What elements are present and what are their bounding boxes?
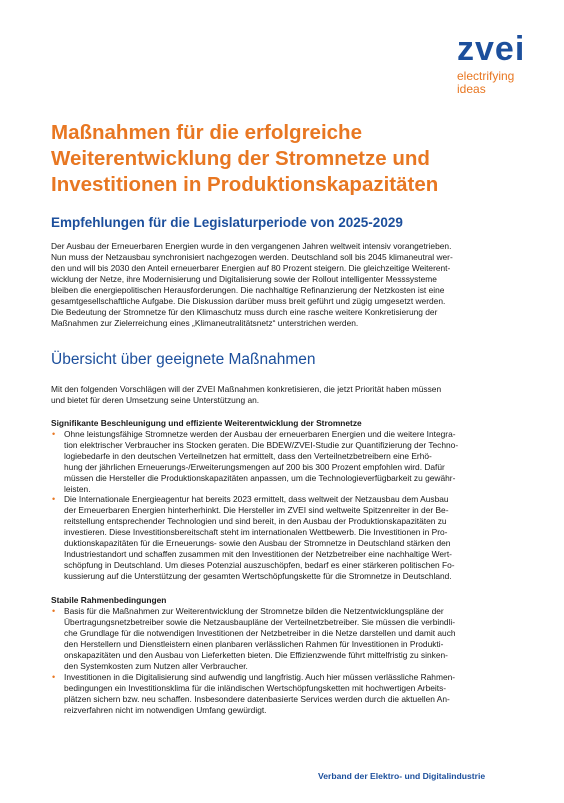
document-title [51,120,521,198]
bullet-line: plätzen sichern bzw. neu schaffen. Insbesondere datenbasierte Services werden durch die aktuellen An- [64,694,450,704]
bullet-line: investieren. Diese Investitionsbereitschaft steht im internationalen Wettbewerb. Die Investitionen in Pro- [64,527,448,537]
bullet-line: Ohne leistungsfähige Stromnetze werden der Ausbau der erneuerbaren Energien und die weitere Integra- [64,429,456,439]
bullet-line: tion elektrischer Verbraucher ins Stocken geraten. Die BDEW/ZVEI-Studie zur Quantifizierung der Techno- [64,440,459,450]
intro-line: Maßnahmen zur Zielerreichung eines „Klimaneutralitätsnetz“ unterstrichen werden. [51,318,359,328]
bullet-line: müssen die Hersteller die Produktionskapazitäten anpassen, um die Technologieverfügbarkeit zu gewähr- [64,473,456,483]
intro-line: Der Ausbau der Erneuerbaren Energien wurde in den vergangenen Jahren weltweit intensiv vorangetrieben. [51,241,452,251]
bullet-line: logiebedarfe in den deutschen Verteilnetzen hat ermittelt, dass den Verteilnetzbetreibern eine Erhö- [64,451,432,461]
bullet-line: che Grundlage für die notwendigen Investitionen der Netzbetreiber in die Netze darstellen und damit auch [64,628,456,638]
bullet-line: duktionskapazitäten für die Erneuerungs- sowie den Ausbau der Stromnetze in Deutschland stärken den [64,538,451,548]
logo-wordmark: zvei [457,30,526,68]
bullet-item [51,606,521,672]
bullet-icon: • [52,494,56,504]
overview-paragraph [51,384,521,406]
bullet-line: Industriestandort und schaffen zusammen mit den Investitionen der Netzbetreiber eine nachhaltige Wert- [64,549,452,559]
intro-line: Die Bedeutung der Stromnetze für den Klimaschutz muss durch eine rasche weitere Konkretisierung der [51,307,438,317]
title-line: Weiterentwicklung der Stromnetze und [51,147,430,170]
bullet-line: der Erneuerbaren Energien hinterherhinkt. Die Hersteller im ZVEI sind weltweite Spitzenreiter in der Be- [64,505,449,515]
overview-line: Mit den folgenden Vorschlägen will der ZVEI Maßnahmen konkretisieren, die jetzt Priorität haben müssen [51,384,442,394]
zvei-logo [457,32,537,96]
bullet-line: Investitionen in die Digitalisierung sind aufwendig und langfristig. Auch hier müssen verlässliche Rahmen- [64,672,456,682]
title-line: Maßnahmen für die erfolgreiche [51,121,362,144]
section-heading-grid-acceleration: Signifikante Beschleunigung und effiziente Weiterentwicklung der Stromnetze [51,418,362,428]
bullet-line: den Herstellern und Dienstleistern einen planbaren verlässlichen Rahmen für Investitionen in Produkti- [64,639,444,649]
logo-tagline-line-2: ideas [457,82,486,96]
bullet-line: reitstellung entsprechender Technologien und sind bereit, in den Ausbau der Produktionskapazitäten zu [64,516,447,526]
bullet-line: Übertragungsnetzbetreiber sowie die Netzausbaupläne der Verteilnetzbetreiber. Sie müssen die verbindli- [64,617,456,627]
bullet-line: bedingungen ein Investitionsklima für die inländischen Wertschöpfungsketten mit hochwertigen Arbeits- [64,683,447,693]
intro-line: wicklung der Netze, ihre Modernisierung und Digitalisierung sowie der Rollout intelligenter Messsysteme [51,274,437,284]
overview-heading: Übersicht über geeignete Maßnahmen [51,351,316,368]
logo-tagline-line-1: electrifying [457,69,515,83]
bullet-line: kussierung auf die Unterstützung der gesamten Wertschöpfungskette für die Stromnetze in Deutschland. [64,571,452,581]
bullet-icon: • [52,672,56,682]
footer-association-name: Verband der Elektro- und Digitalindustrie [318,771,486,781]
bullet-item [51,494,521,582]
bullet-line: den Systemkosten zum Nutzen aller Verbraucher. [64,661,248,671]
bullet-line: hung der jährlichen Erneuerungs-/Erweiterungsmengen auf 200 bis 300 Prozent empfohlen wird. Dafür [64,462,445,472]
bullet-icon: • [52,606,56,616]
intro-line: den und will bis 2030 den Anteil erneuerbarer Energien auf 80 Prozent steigern. Die gleichzeitige Weiterent- [51,263,451,273]
bullet-icon: • [52,429,56,439]
bullet-line: onskapazitäten und den Ausbau von Lieferketten bieten. Die Effizienzwende führt mittelfristig zu sinken- [64,650,448,660]
document-subtitle: Empfehlungen für die Legislaturperiode von 2025-2029 [51,215,403,230]
title-line: Investitionen in Produktionskapazitäten [51,173,439,196]
section-heading-stable-framework: Stabile Rahmenbedingungen [51,595,167,605]
bullet-line: Die Internationale Energieagentur hat bereits 2023 ermittelt, dass weltweit der Netzausbau dem Ausbau [64,494,449,504]
intro-line: Nun muss der Netzausbau synchronisiert nachgezogen werden. Deutschland soll bis 2045 klimaneutral wer- [51,252,453,262]
intro-line: gesamtgesellschaftliche Aufgabe. Die Diskussion darüber muss breit geführt und zügig umgesetzt werden. [51,296,446,306]
bullet-line: leisten. [64,484,91,494]
intro-line: bleiben die energiepolitischen Herausforderungen. Die nachhaltige Refinanzierung der Netzkosten ist eine [51,285,445,295]
bullet-line: Basis für die Maßnahmen zur Weiterentwicklung der Stromnetze bilden die Netzentwicklungspläne der [64,606,444,616]
intro-paragraph [51,241,521,329]
bullet-item [51,672,521,716]
overview-line: und bietet für deren Umsetzung seine Unterstützung an. [51,395,260,405]
bullet-line: schöpfung in Deutschland. Um dieses Potenzial auszuschöpfen, bedarf es einer stärkeren politischen Fo- [64,560,455,570]
bullet-item [51,429,521,495]
bullet-line: reizverfahren nicht im notwendigen Umfang gewürdigt. [64,705,267,715]
